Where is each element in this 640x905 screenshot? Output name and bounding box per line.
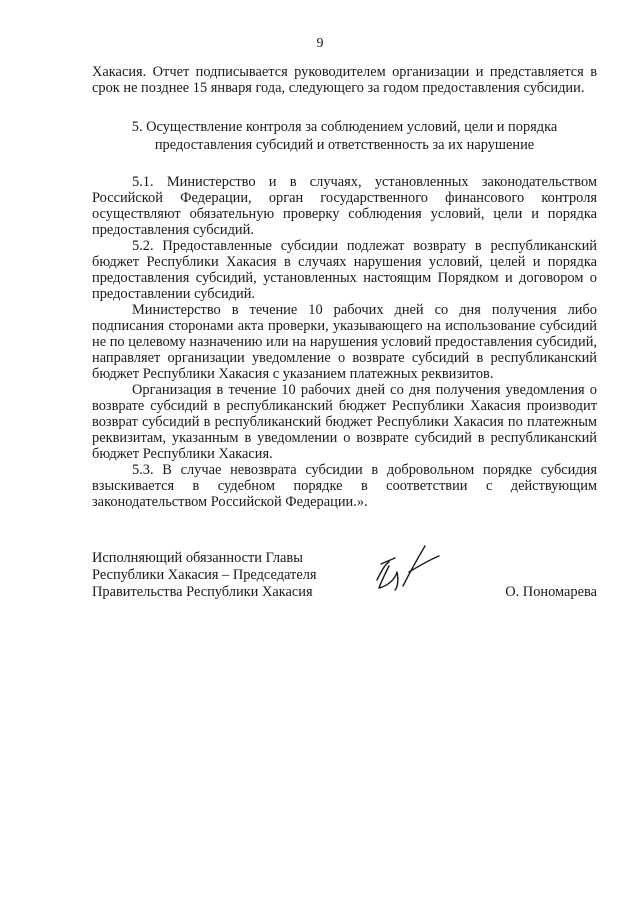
document-body <box>92 64 597 510</box>
intro-paragraph: Хакасия. Отчет подписывается руководителем организации и представляется в срок не позднее 15 января года, следующего за годом предоставления субсидии. <box>92 64 597 96</box>
signer-title-line-2: Республики Хакасия – Председателя <box>92 567 317 583</box>
page-number: 9 <box>316 36 324 51</box>
signer-title <box>92 550 317 601</box>
signature-block <box>92 550 597 610</box>
paragraph-5-2: 5.2. Предоставленные субсидии подлежат возврату в республиканский бюджет Республики Хакасия в случаях нарушения условий, целей и порядка предоставления субсидий, установленных настоящим Порядком и договором о предоставлении субсидий. <box>92 238 597 302</box>
signer-name: О. Пономарева <box>505 584 597 600</box>
paragraph-5-3: 5.3. В случае невозврата субсидии в добровольном порядке субсидия взыскивается в судебном порядке в соответствии с действующим законодательством Российской Федерации.». <box>92 462 597 510</box>
paragraph-organization-return: Организация в течение 10 рабочих дней со дня получения уведомления о возврате субсидий в республиканский бюджет Республики Хакасия производит возврат субсидий в республиканский бюджет Республики Хакасия по платежным реквизитам, указанным в уведомлении о возврате субсидий в республиканский бюджет Республики Хакасия. <box>92 382 597 462</box>
signer-title-line-3: Правительства Республики Хакасия <box>92 584 313 600</box>
section-heading-line-1: 5. Осуществление контроля за соблюдением условий, цели и порядка <box>131 119 558 135</box>
signer-title-line-1: Исполняющий обязанности Главы <box>92 550 303 566</box>
handwritten-signature <box>367 542 447 602</box>
paragraph-ministry-notice: Министерство в течение 10 рабочих дней со дня получения либо подписания сторонами акта проверки, указывающего на использование субсидий не по целевому назначению или на нарушения условий предоставления субсидий, направляет организации уведомление о возврате субсидий в республиканский бюджет Республики Хакасия с указанием платежных реквизитов. <box>92 302 597 382</box>
section-heading <box>92 118 597 154</box>
section-heading-line-2: предоставления субсидий и ответственность за их нарушение <box>154 137 535 153</box>
paragraph-5-1: 5.1. Министерство и в случаях, установленных законодательством Российской Федерации, орган государственного финансового контроля осуществляют обязательную проверку соблюдения условий, цели и порядка предоставления субсидий. <box>92 174 597 238</box>
